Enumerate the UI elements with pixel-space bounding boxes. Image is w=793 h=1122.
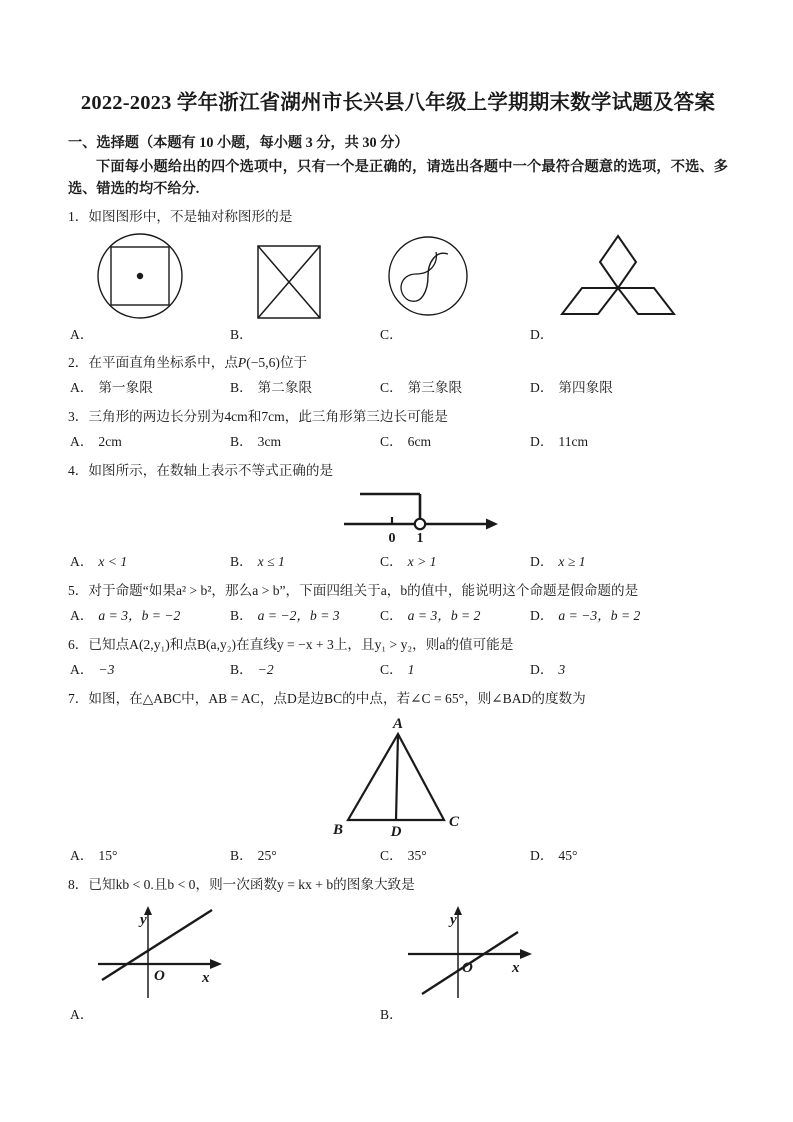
- question-4-number: 4．: [68, 463, 89, 478]
- question-7-option-a[interactable]: A． 15°: [70, 848, 118, 863]
- page-title: 2022-2023 学年浙江省湖州市长兴县八年级上学期期末数学试题及答案: [80, 92, 716, 114]
- figure-rectangle-with-diagonals: [256, 244, 322, 320]
- question-2-text-post: 位于: [279, 355, 308, 370]
- question-3-options: [68, 430, 728, 454]
- question-2-option-d[interactable]: D． 第四象限: [530, 380, 613, 395]
- graph-option-label-b[interactable]: B．: [380, 1007, 403, 1022]
- question-5-option-d[interactable]: D． a = −3，b = 2: [530, 608, 641, 623]
- question-7-text: 如图，在△ABC中，AB = AC，点D是边BC的中点，若∠C = 65°，则∠BAD的度数为: [88, 691, 586, 706]
- question-2-options: [68, 376, 728, 400]
- document-content: [68, 88, 728, 1026]
- question-3-option-b[interactable]: B． 3cm: [230, 434, 282, 449]
- question-6-number: 6．: [68, 637, 89, 652]
- question-5-text: 对于命题“如果a² > b²，那么a > b”，下面四组关于a，b的值中，能说明这个命题是假命题的是: [88, 583, 639, 598]
- option-label-a[interactable]: A．: [70, 327, 94, 342]
- question-4-stem: [68, 460, 728, 482]
- question-8-number: 8．: [68, 877, 89, 892]
- option-label-b[interactable]: B．: [230, 327, 253, 342]
- question-2-stem: [68, 352, 728, 374]
- question-1-number: 1．: [68, 209, 89, 224]
- question-1-figures: [68, 232, 728, 324]
- question-8-option-labels: [68, 1004, 728, 1026]
- graph-b-x-axis-label: x: [512, 960, 520, 976]
- question-3-option-d[interactable]: D． 11cm: [530, 434, 589, 449]
- question-2-number: 2．: [68, 355, 89, 370]
- question-3-option-c[interactable]: C． 6cm: [380, 434, 432, 449]
- question-3-option-a[interactable]: A． 2cm: [70, 434, 122, 449]
- figure-circle-inscribed-square: [94, 232, 186, 320]
- option-label-c[interactable]: C．: [380, 327, 403, 342]
- question-7-option-b[interactable]: B． 25°: [230, 848, 277, 863]
- figure-three-rhombi: [560, 232, 676, 318]
- section-heading: 一、选择题（本题有 10 小题，每小题 3 分，共 30 分）: [68, 135, 409, 151]
- triangle-vertex-c-label: C: [448, 814, 460, 830]
- option-label-d[interactable]: D．: [530, 327, 554, 342]
- question-5-stem: [68, 580, 728, 602]
- question-6-text: 已知点A(2,y₁)和点B(a,y₂)在直线y = −x + 3上，且y₁ > y₂，则a的值可能是: [88, 637, 514, 652]
- graph-b-y-axis-label: y: [450, 912, 457, 928]
- isosceles-triangle-diagram: [326, 712, 476, 842]
- question-7-number: 7．: [68, 691, 89, 706]
- question-3-stem: [68, 406, 728, 428]
- triangle-vertex-d-label: D: [390, 824, 402, 840]
- question-1-stem: [68, 206, 728, 228]
- number-line-diagram: [340, 484, 500, 546]
- question-2-option-b[interactable]: B． 第二象限: [230, 380, 313, 395]
- question-2-option-a[interactable]: A． 第一象限: [70, 380, 153, 395]
- question-5-option-c[interactable]: C． a = 3，b = 2: [380, 608, 481, 623]
- question-3-text: 三角形的两边长分别为4cm和7cm，此三角形第三边长可能是: [88, 409, 448, 424]
- question-5-option-b[interactable]: B． a = −2，b = 3: [230, 608, 340, 623]
- figure-yin-yang-circle: [386, 234, 470, 318]
- question-8-stem: [68, 874, 728, 896]
- question-5-option-a[interactable]: A． a = 3，b = −2: [70, 608, 181, 623]
- graph-option-label-a[interactable]: A．: [70, 1007, 94, 1022]
- question-2-coords: (−5,6): [246, 355, 280, 370]
- question-1-text: 如图图形中，不是轴对称图形的是: [88, 209, 293, 224]
- question-4-option-b[interactable]: B． x ≤ 1: [230, 554, 285, 569]
- question-6-options: [68, 658, 728, 682]
- question-4-options: [68, 550, 728, 574]
- question-7-options: [68, 844, 728, 868]
- question-6-option-c[interactable]: C． 1: [380, 662, 415, 677]
- question-1-option-labels: [68, 324, 728, 346]
- question-4-option-c[interactable]: C． x > 1: [380, 554, 437, 569]
- graph-option-a: [90, 902, 230, 1002]
- question-2-option-c[interactable]: C． 第三象限: [380, 380, 463, 395]
- question-5-options: [68, 604, 728, 628]
- question-6-stem: [68, 634, 728, 656]
- numberline-tick-one: 1: [416, 531, 424, 546]
- question-7-option-c[interactable]: C． 35°: [380, 848, 427, 863]
- question-7-figure: [68, 712, 728, 844]
- question-7-option-d[interactable]: D． 45°: [530, 848, 578, 863]
- question-4-text: 如图所示，在数轴上表示不等式正确的是: [88, 463, 334, 478]
- question-2-point-var: P: [237, 355, 247, 370]
- question-6-option-a[interactable]: A． −3: [70, 662, 115, 677]
- question-4-figure: [68, 484, 728, 550]
- question-3-number: 3．: [68, 409, 89, 424]
- question-6-option-b[interactable]: B． −2: [230, 662, 274, 677]
- question-7-stem: [68, 688, 728, 710]
- graph-a-x-axis-label: x: [202, 970, 210, 986]
- question-8-text: 已知kb < 0.且b < 0，则一次函数y = kx + b的图象大致是: [88, 877, 415, 892]
- question-6-option-d[interactable]: D． 3: [530, 662, 566, 677]
- question-8-figures: [68, 902, 728, 1004]
- numberline-tick-zero: 0: [388, 531, 396, 546]
- question-2-text-pre: 在平面直角坐标系中，点: [88, 355, 238, 370]
- question-5-number: 5．: [68, 583, 89, 598]
- triangle-vertex-b-label: B: [332, 822, 344, 838]
- graph-a-y-axis-label: y: [140, 912, 147, 928]
- question-4-option-d[interactable]: D． x ≥ 1: [530, 554, 586, 569]
- question-4-option-a[interactable]: A． x < 1: [70, 554, 128, 569]
- triangle-vertex-a-label: A: [392, 716, 404, 732]
- graph-b-origin-label: O: [462, 960, 473, 976]
- graph-a-origin-label: O: [154, 968, 165, 984]
- graph-option-b: [400, 902, 540, 1002]
- section-instructions: 下面每小题给出的四个选项中，只有一个是正确的，请选出各题中一个最符合题意的选项，不选、多选、错选的均不给分.: [68, 159, 728, 197]
